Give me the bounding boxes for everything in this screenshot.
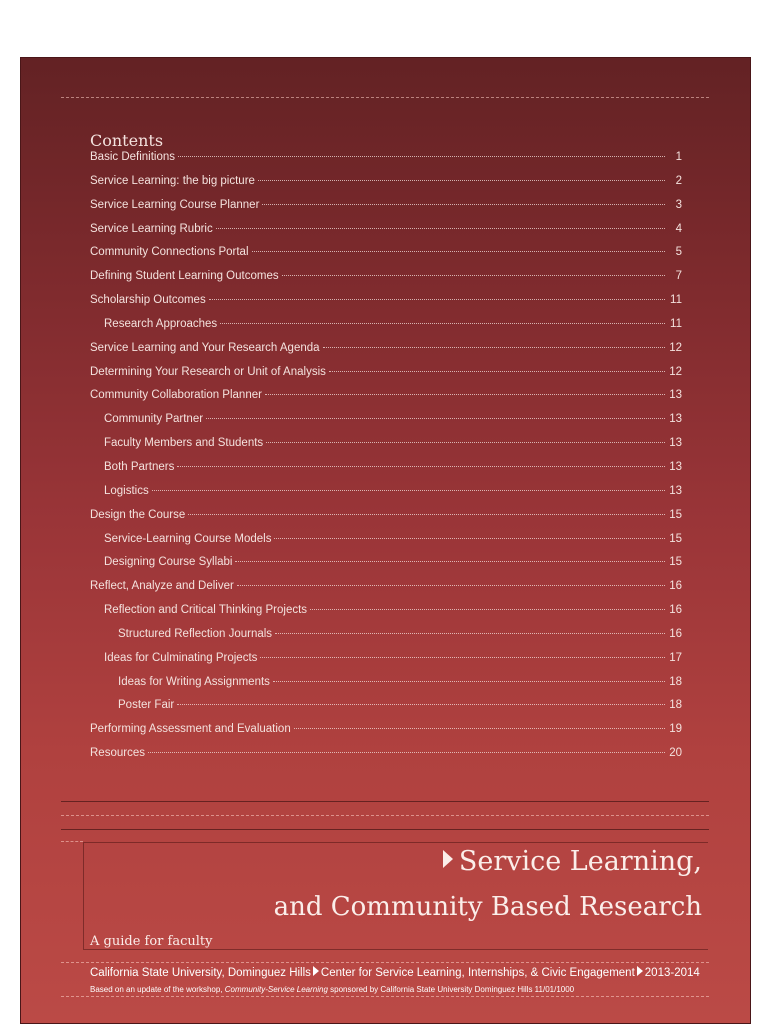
toc-entry-label: Design the Course [90, 508, 186, 521]
toc-entry-page: 13 [669, 460, 682, 473]
cover-title-line1 [443, 846, 702, 877]
toc-leader-dots [273, 681, 665, 682]
cover-title-line2: and Community Based Research [273, 892, 702, 922]
toc-entry-page: 11 [670, 317, 682, 330]
toc-entry-label: Performing Assessment and Evaluation [90, 723, 291, 736]
academic-years: 2013-2014 [644, 967, 700, 979]
toc-entry[interactable] [90, 437, 682, 461]
toc-entry-label: Logistics [104, 484, 149, 497]
toc-entry-page: 20 [669, 747, 682, 760]
toc-entry[interactable] [90, 533, 682, 557]
toc-entry-label: Structured Reflection Journals [118, 627, 273, 640]
toc-entry-page: 1 [675, 151, 682, 163]
toc-entry[interactable] [90, 175, 682, 199]
university-name: California State University, Dominguez Hills [90, 967, 311, 979]
top-divider [61, 97, 709, 98]
toc-leader-dots [262, 204, 665, 205]
table-of-contents [90, 151, 682, 771]
toc-leader-dots [148, 752, 665, 753]
toc-entry[interactable] [90, 294, 682, 318]
toc-entry-label: Service Learning Course Planner [90, 198, 260, 211]
toc-entry[interactable] [90, 723, 682, 747]
toc-entry-page: 12 [669, 341, 682, 354]
toc-entry-page: 13 [669, 437, 682, 450]
bottom-divider [61, 996, 709, 997]
cover-subtitle: A guide for faculty [90, 934, 213, 949]
toc-leader-dots [252, 251, 665, 252]
toc-entry-label: Service Learning Rubric [90, 222, 213, 235]
divider-dashed [61, 962, 709, 963]
toc-leader-dots [220, 323, 665, 324]
credit-line [90, 985, 574, 994]
toc-leader-dots [275, 633, 665, 634]
toc-entry[interactable] [90, 223, 682, 247]
divider-dashed-short [61, 841, 83, 842]
toc-leader-dots [206, 418, 665, 419]
toc-entry[interactable] [90, 652, 682, 676]
toc-entry[interactable] [90, 151, 682, 175]
toc-leader-dots [237, 585, 665, 586]
toc-leader-dots [235, 561, 665, 562]
toc-entry-page: 11 [670, 294, 682, 307]
toc-entry-page: 13 [669, 389, 682, 402]
toc-entry[interactable] [90, 366, 682, 390]
toc-entry[interactable] [90, 485, 682, 509]
toc-leader-dots [188, 514, 665, 515]
right-triangle-icon [313, 966, 319, 976]
cover-title-text: Service Learning, [458, 846, 702, 877]
toc-entry-label: Defining Student Learning Outcomes [90, 270, 279, 283]
toc-leader-dots [178, 156, 665, 157]
toc-entry-label: Reflection and Critical Thinking Projects [104, 604, 308, 617]
toc-leader-dots [294, 728, 665, 729]
toc-entry[interactable] [90, 199, 682, 223]
toc-entry[interactable] [90, 580, 682, 604]
toc-entry-label: Both Partners [104, 460, 175, 473]
toc-entry-page: 5 [675, 246, 682, 259]
toc-entry-label: Reflect, Analyze and Deliver [90, 580, 234, 593]
toc-entry[interactable] [90, 676, 682, 700]
toc-entry-label: Faculty Members and Students [104, 437, 264, 450]
toc-leader-dots [329, 371, 665, 372]
right-triangle-icon [637, 966, 643, 976]
toc-entry[interactable] [90, 246, 682, 270]
toc-entry[interactable] [90, 556, 682, 580]
toc-entry[interactable] [90, 413, 682, 437]
toc-entry-label: Scholarship Outcomes [90, 294, 206, 307]
divider-line [61, 829, 709, 830]
toc-leader-dots [258, 180, 665, 181]
toc-entry[interactable] [90, 461, 682, 485]
toc-entry-label: Designing Course Syllabi [104, 556, 233, 569]
toc-entry-page: 19 [669, 723, 682, 736]
divider-line [61, 801, 709, 802]
toc-entry-page: 18 [669, 675, 682, 688]
affiliation-line [90, 966, 700, 979]
toc-entry-label: Ideas for Writing Assignments [118, 675, 270, 688]
credit-suffix: sponsored by California State University Dominguez Hills 11/01/1000 [327, 985, 575, 994]
toc-leader-dots [310, 609, 665, 610]
toc-entry-label: Community Collaboration Planner [90, 389, 262, 402]
toc-heading: Contents [90, 131, 164, 150]
toc-leader-dots [152, 490, 665, 491]
toc-entry-page: 15 [669, 532, 682, 545]
toc-leader-dots [282, 275, 665, 276]
toc-leader-dots [177, 704, 665, 705]
toc-entry[interactable] [90, 270, 682, 294]
toc-entry-page: 16 [669, 627, 682, 640]
toc-entry-page: 2 [675, 174, 682, 187]
toc-entry-page: 15 [669, 508, 682, 521]
toc-leader-dots [216, 228, 665, 229]
center-name: Center for Service Learning, Internships, & Civic Engagement [320, 967, 635, 979]
toc-entry[interactable] [90, 628, 682, 652]
credit-workshop: Community-Service Learning [224, 985, 328, 994]
toc-leader-dots [323, 347, 665, 348]
toc-entry-label: Basic Definitions [90, 151, 176, 163]
toc-entry[interactable] [90, 747, 682, 771]
toc-entry-label: Resources [90, 747, 145, 760]
toc-entry-label: Determining Your Research or Unit of Analysis [90, 365, 326, 378]
toc-entry-label: Research Approaches [104, 317, 218, 330]
toc-entry-label: Ideas for Culminating Projects [104, 651, 258, 664]
toc-leader-dots [265, 394, 665, 395]
toc-entry-page: 12 [669, 365, 682, 378]
toc-leader-dots [260, 657, 665, 658]
toc-entry-page: 18 [669, 699, 682, 712]
toc-entry-page: 16 [669, 604, 682, 617]
toc-entry-label: Community Connections Portal [90, 246, 249, 259]
toc-entry-page: 15 [669, 556, 682, 569]
toc-entry[interactable] [90, 604, 682, 628]
toc-leader-dots [177, 466, 665, 467]
toc-entry-label: Poster Fair [118, 699, 175, 712]
toc-entry[interactable] [90, 699, 682, 723]
toc-entry-page: 17 [669, 651, 682, 664]
toc-leader-dots [266, 442, 665, 443]
toc-entry-page: 13 [669, 484, 682, 497]
toc-entry-label: Community Partner [104, 413, 204, 426]
toc-entry[interactable] [90, 389, 682, 413]
toc-entry-label: Service Learning and Your Research Agenda [90, 341, 320, 354]
toc-leader-dots [209, 299, 665, 300]
right-triangle-icon [443, 850, 453, 868]
toc-entry[interactable] [90, 509, 682, 533]
toc-entry-page: 7 [675, 270, 682, 283]
toc-entry-page: 3 [675, 198, 682, 211]
toc-entry-page: 16 [669, 580, 682, 593]
credit-prefix: Based on an update of the workshop, [90, 985, 225, 994]
toc-entry[interactable] [90, 342, 682, 366]
toc-entry-label: Service Learning: the big picture [90, 174, 255, 187]
toc-entry-page: 13 [669, 413, 682, 426]
divider-dashed [61, 815, 709, 816]
toc-entry-label: Service-Learning Course Models [104, 532, 272, 545]
toc-entry-page: 4 [675, 222, 682, 235]
toc-entry[interactable] [90, 318, 682, 342]
toc-leader-dots [274, 538, 665, 539]
